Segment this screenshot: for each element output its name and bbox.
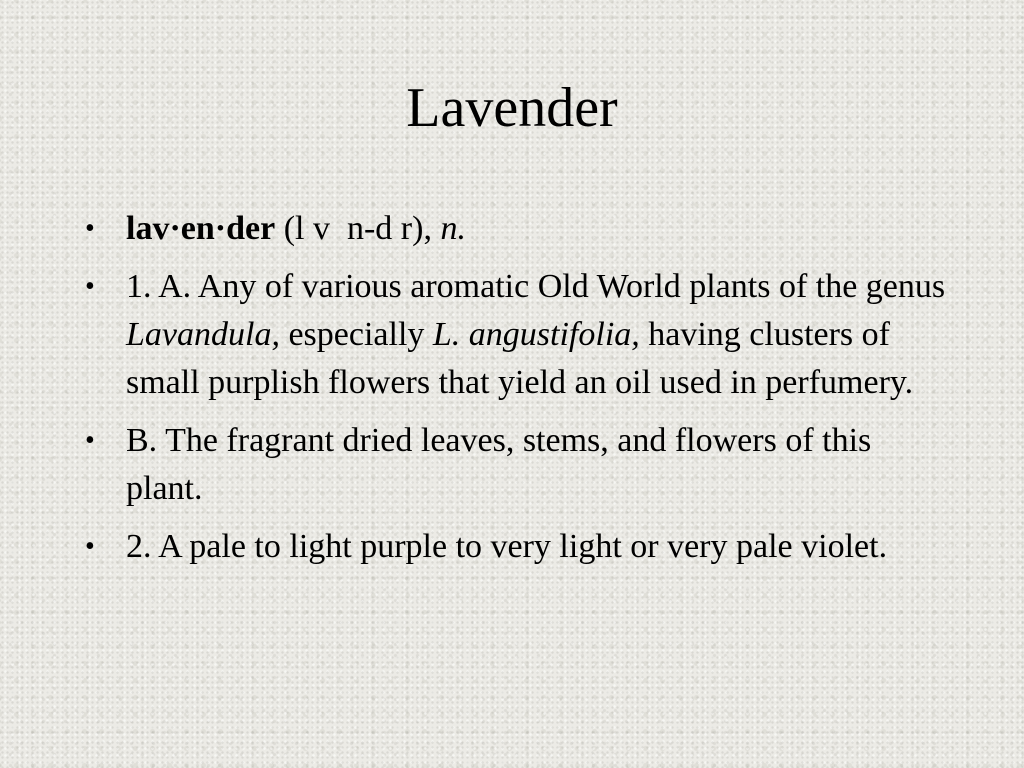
definition-text: having clusters of small purplish flowers that yield an oil used in perfumery.: [126, 316, 914, 401]
list-item-definition-1a: [82, 263, 952, 407]
definition-text: 2. A pale to light purple to very light or very pale violet.: [126, 528, 888, 565]
bullet-icon: •: [85, 213, 95, 244]
bullet-list: [82, 205, 952, 581]
bullet-icon: •: [85, 531, 95, 562]
list-item-headword: [82, 205, 952, 253]
definition-text: B. The fragrant dried leaves, stems, and flowers of this plant.: [126, 422, 872, 507]
list-item-definition-1b: [82, 417, 952, 513]
bullet-icon: •: [85, 425, 95, 456]
species-name: L. angustifolia,: [432, 316, 640, 353]
slide-title: Lavender: [406, 77, 618, 139]
headword: lav·en·der: [126, 210, 276, 247]
bullet-icon: •: [85, 271, 95, 302]
definition-text: especially: [279, 316, 433, 353]
part-of-speech: n.: [440, 210, 466, 247]
list-item-definition-2: [82, 523, 952, 571]
pronunciation: (l v n-d r),: [275, 210, 441, 247]
genus-name: Lavandula,: [126, 316, 280, 353]
definition-text: 1. A. Any of various aromatic Old World plants of the genus: [126, 268, 946, 305]
